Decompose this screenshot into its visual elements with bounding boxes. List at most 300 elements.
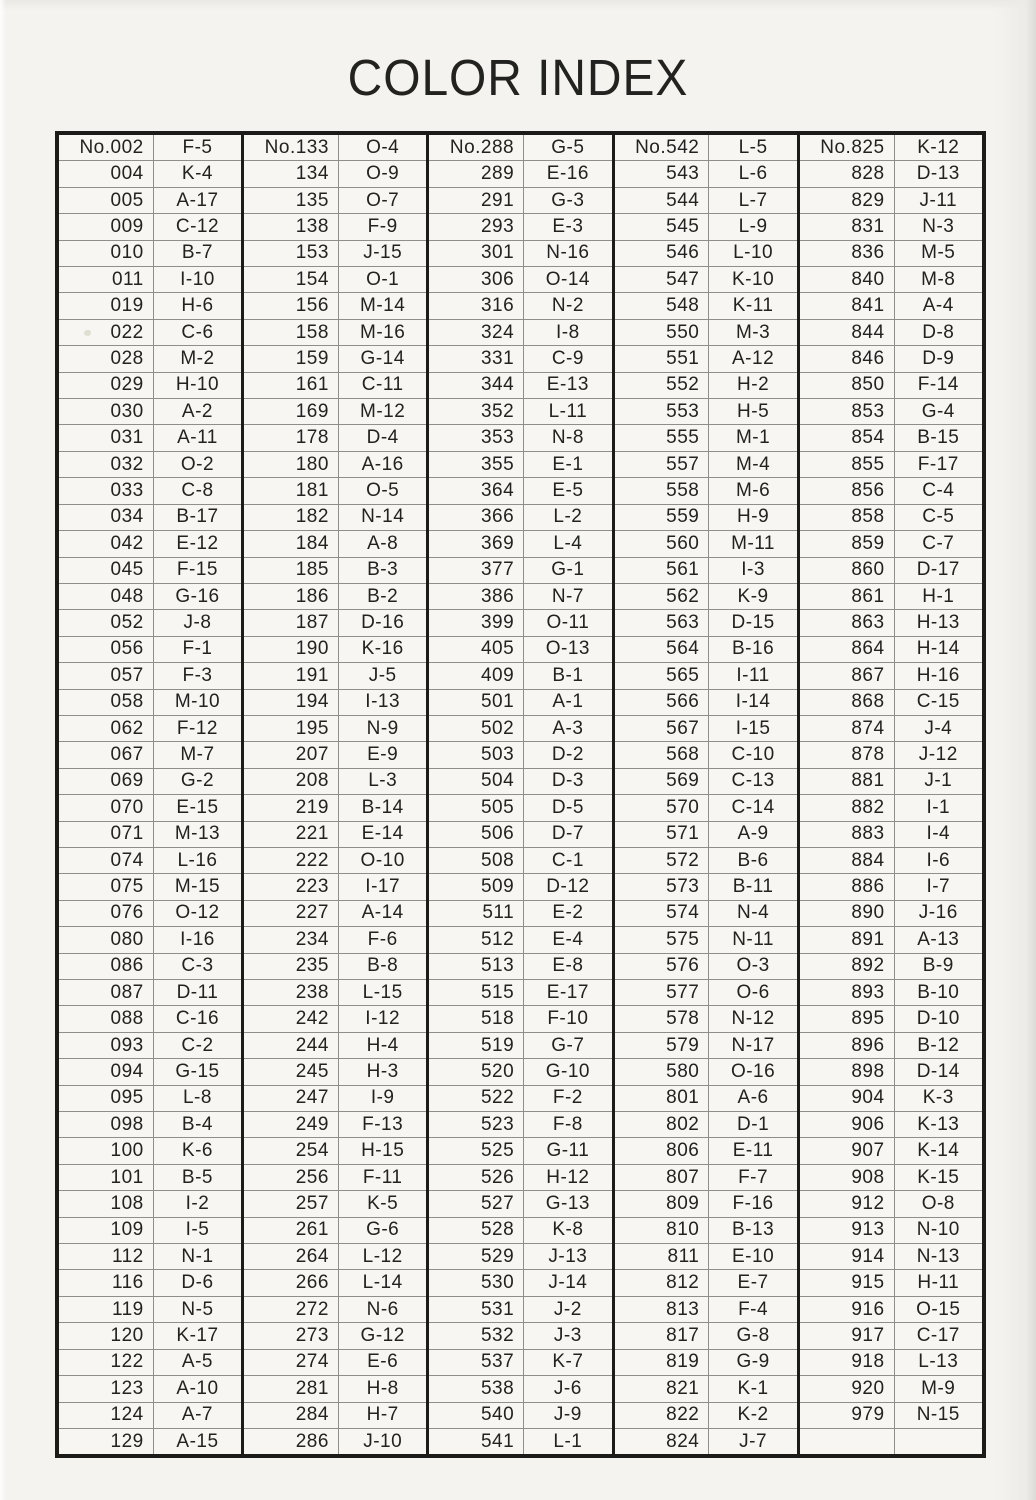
table-row xyxy=(244,1244,426,1270)
grid-code-cell: H-12 xyxy=(546,1166,590,1188)
color-number-cell: 042 xyxy=(59,531,154,556)
grid-code-cell: G-13 xyxy=(545,1192,590,1214)
grid-code-cell: M-13 xyxy=(174,823,221,845)
grid-code-cell: F-8 xyxy=(552,1113,583,1135)
color-number-cell: 572 xyxy=(615,848,710,873)
color-number-cell: 005 xyxy=(59,188,154,213)
grid-code-cell: B-6 xyxy=(737,849,769,871)
color-number-cell: 100 xyxy=(59,1138,154,1163)
table-row xyxy=(429,742,611,768)
color-number-cell: 564 xyxy=(615,637,710,662)
color-number-cell: 553 xyxy=(615,399,710,424)
table-row xyxy=(59,214,241,240)
grid-code-cell: E-9 xyxy=(367,744,399,766)
table-row xyxy=(800,1403,982,1429)
grid-code-cell: I-14 xyxy=(735,691,771,713)
table-row xyxy=(59,795,241,821)
grid-code-cell: M-2 xyxy=(180,347,215,369)
grid-code-cell: O-15 xyxy=(916,1298,961,1320)
table-row xyxy=(244,1086,426,1112)
color-number-cell: 086 xyxy=(59,954,154,979)
table-row xyxy=(59,1429,241,1454)
table-row xyxy=(244,1218,426,1244)
grid-code-cell: N-2 xyxy=(551,295,584,317)
color-number-cell: 274 xyxy=(244,1350,339,1375)
color-number-cell: 511 xyxy=(429,901,524,926)
grid-code-cell: L-1 xyxy=(553,1430,583,1452)
grid-code-cell: L-14 xyxy=(362,1272,403,1294)
grid-code-cell: C-4 xyxy=(922,479,955,501)
table-row xyxy=(244,1350,426,1376)
table-row xyxy=(244,980,426,1006)
grid-code-cell: I-12 xyxy=(365,1008,401,1030)
grid-code-cell: F-5 xyxy=(182,136,213,158)
color-number-cell: 914 xyxy=(800,1244,895,1269)
table-row xyxy=(244,1429,426,1454)
table-column-5 xyxy=(800,135,982,1454)
grid-code-cell: M-7 xyxy=(180,744,215,766)
table-row xyxy=(59,1112,241,1138)
table-row xyxy=(59,1006,241,1032)
grid-code-cell: K-14 xyxy=(917,1140,960,1162)
table-row xyxy=(429,874,611,900)
table-row xyxy=(800,927,982,953)
table-row xyxy=(615,1218,797,1244)
color-number-cell: 187 xyxy=(244,610,339,635)
table-row xyxy=(429,1323,611,1349)
grid-code-cell: L-4 xyxy=(553,532,583,554)
color-number-cell: No.825 xyxy=(800,135,895,160)
grid-code-cell: G-2 xyxy=(180,770,215,792)
grid-code-cell: L-2 xyxy=(553,506,583,528)
color-number-cell: 560 xyxy=(615,531,710,556)
table-row xyxy=(244,1191,426,1217)
grid-code-cell: G-12 xyxy=(360,1324,405,1346)
grid-code-cell: O-3 xyxy=(736,955,770,977)
grid-code-cell: H-9 xyxy=(737,506,770,528)
table-row xyxy=(429,161,611,187)
color-number-cell: 004 xyxy=(59,161,154,186)
color-number-cell: 543 xyxy=(615,161,710,186)
grid-code-cell: A-4 xyxy=(922,295,954,317)
color-number-cell: 377 xyxy=(429,558,524,583)
grid-code-cell: O-16 xyxy=(730,1060,776,1082)
grid-code-cell: H-6 xyxy=(181,295,214,317)
color-number-cell: 186 xyxy=(244,584,339,609)
table-row xyxy=(244,1403,426,1429)
color-number-cell: 551 xyxy=(615,346,710,371)
grid-code-cell: M-15 xyxy=(174,876,221,898)
color-number-cell: 570 xyxy=(615,795,710,820)
grid-code-cell: E-7 xyxy=(737,1272,769,1294)
table-row xyxy=(244,214,426,240)
grid-code-cell: E-14 xyxy=(361,823,404,845)
table-row xyxy=(429,1376,611,1402)
grid-code-cell: J-3 xyxy=(553,1324,582,1346)
table-row xyxy=(615,716,797,742)
color-number-cell: 527 xyxy=(429,1191,524,1216)
grid-code-cell: D-8 xyxy=(922,321,955,343)
color-number-cell: 824 xyxy=(615,1429,710,1454)
color-number-cell: 863 xyxy=(800,610,895,635)
grid-code-cell: H-16 xyxy=(916,664,960,686)
table-row xyxy=(800,531,982,557)
grid-code-cell: C-15 xyxy=(916,691,960,713)
color-number-cell: 355 xyxy=(429,452,524,477)
table-row xyxy=(615,1138,797,1164)
grid-code-cell: N-3 xyxy=(922,215,955,237)
grid-code-cell: D-1 xyxy=(737,1113,770,1135)
color-number-cell: 917 xyxy=(800,1323,895,1348)
grid-code-cell: B-17 xyxy=(176,506,219,528)
grid-code-cell: E-17 xyxy=(546,981,589,1003)
table-row xyxy=(615,558,797,584)
color-number-cell: 116 xyxy=(59,1270,154,1295)
table-row xyxy=(244,1297,426,1323)
grid-code-cell: C-10 xyxy=(731,744,775,766)
color-number-cell: 580 xyxy=(615,1059,710,1084)
grid-code-cell: O-9 xyxy=(366,163,400,185)
color-number-cell: 135 xyxy=(244,188,339,213)
grid-code-cell: G-1 xyxy=(551,559,585,581)
color-number-cell: 057 xyxy=(59,663,154,688)
table-row xyxy=(244,610,426,636)
grid-code-cell: N-16 xyxy=(546,242,590,264)
grid-code-cell: B-11 xyxy=(732,876,774,898)
grid-code-cell: N-9 xyxy=(366,717,399,739)
table-row xyxy=(615,346,797,372)
table-row xyxy=(615,505,797,531)
grid-code-cell: F-11 xyxy=(362,1166,403,1188)
grid-code-cell: I-5 xyxy=(185,1219,210,1241)
table-row xyxy=(429,531,611,557)
table-row xyxy=(429,241,611,267)
table-row xyxy=(615,1033,797,1059)
table-row xyxy=(429,135,611,161)
grid-code-cell: K-12 xyxy=(917,136,960,158)
grid-code-cell: O-12 xyxy=(175,902,220,924)
grid-code-cell: L-15 xyxy=(362,981,403,1003)
table-row xyxy=(59,1086,241,1112)
color-number-cell: 195 xyxy=(244,716,339,741)
color-number-cell: 552 xyxy=(615,373,710,398)
table-row xyxy=(800,742,982,768)
color-number-cell: 906 xyxy=(800,1112,895,1137)
color-number-cell: 029 xyxy=(59,373,154,398)
color-number-cell: 386 xyxy=(429,584,524,609)
grid-code-cell: F-14 xyxy=(917,374,959,396)
color-number-cell: 550 xyxy=(615,320,710,345)
grid-code-cell: D-2 xyxy=(551,744,584,766)
grid-code-cell: C-2 xyxy=(181,1034,214,1056)
grid-code-cell: B-3 xyxy=(367,559,399,581)
grid-code-cell: A-6 xyxy=(737,1087,769,1109)
grid-code-cell: G-6 xyxy=(366,1219,400,1241)
table-row xyxy=(615,637,797,663)
table-row xyxy=(800,1429,982,1454)
grid-code-cell: N-6 xyxy=(366,1298,399,1320)
table-row xyxy=(244,822,426,848)
color-number-cell: 223 xyxy=(244,874,339,899)
color-number-cell: 541 xyxy=(429,1429,524,1454)
table-row xyxy=(615,1112,797,1138)
color-number-cell: 571 xyxy=(615,822,710,847)
table-row xyxy=(59,452,241,478)
table-row xyxy=(800,161,982,187)
table-row xyxy=(244,769,426,795)
color-number-cell: 574 xyxy=(615,901,710,926)
grid-code-cell: O-6 xyxy=(736,981,770,1003)
grid-code-cell: F-16 xyxy=(732,1192,774,1214)
color-number-cell: 069 xyxy=(59,769,154,794)
table-row xyxy=(615,399,797,425)
color-number-cell: 918 xyxy=(800,1350,895,1375)
table-row xyxy=(244,373,426,399)
table-row xyxy=(615,188,797,214)
color-number-cell: 915 xyxy=(800,1270,895,1295)
table-row xyxy=(244,188,426,214)
grid-code-cell: C-17 xyxy=(916,1324,960,1346)
table-row xyxy=(59,135,241,161)
table-row xyxy=(429,267,611,293)
color-number-cell: 525 xyxy=(429,1138,524,1163)
table-row xyxy=(800,610,982,636)
color-number-cell: 301 xyxy=(429,241,524,266)
color-number-cell: 272 xyxy=(244,1297,339,1322)
color-number-cell: 501 xyxy=(429,690,524,715)
grid-code-cell: A-9 xyxy=(737,823,769,845)
grid-code-cell: K-17 xyxy=(176,1324,219,1346)
table-row xyxy=(244,320,426,346)
grid-code-cell: B-16 xyxy=(732,638,775,660)
grid-code-cell: D-3 xyxy=(551,770,584,792)
color-number-cell: 138 xyxy=(244,214,339,239)
grid-code-cell: F-6 xyxy=(367,928,398,950)
table-row xyxy=(615,610,797,636)
table-row xyxy=(244,927,426,953)
color-number-cell: 045 xyxy=(59,558,154,583)
table-row xyxy=(615,795,797,821)
grid-code-cell: G-15 xyxy=(175,1060,220,1082)
color-number-cell: 154 xyxy=(244,267,339,292)
grid-code-cell: D-13 xyxy=(916,163,960,185)
color-number-cell: 207 xyxy=(244,742,339,767)
grid-code-cell: F-9 xyxy=(367,215,398,237)
grid-code-cell: C-9 xyxy=(551,347,584,369)
table-row xyxy=(429,1191,611,1217)
table-column-4 xyxy=(615,135,800,1454)
table-row xyxy=(429,452,611,478)
grid-code-cell: J-15 xyxy=(363,242,403,264)
table-row xyxy=(59,1350,241,1376)
color-number-cell: 892 xyxy=(800,954,895,979)
color-number-cell: 566 xyxy=(615,690,710,715)
table-row xyxy=(615,478,797,504)
grid-code-cell: N-17 xyxy=(731,1034,775,1056)
color-number-cell: 134 xyxy=(244,161,339,186)
table-row xyxy=(429,822,611,848)
color-number-cell: 124 xyxy=(59,1403,154,1428)
table-row xyxy=(59,1270,241,1296)
grid-code-cell: G-10 xyxy=(545,1060,590,1082)
grid-code-cell: D-6 xyxy=(181,1272,214,1294)
color-number-cell: 907 xyxy=(800,1138,895,1163)
grid-code-cell: J-12 xyxy=(918,744,958,766)
table-row xyxy=(800,716,982,742)
color-number-cell: 075 xyxy=(59,874,154,899)
table-row xyxy=(615,1006,797,1032)
grid-code-cell: L-10 xyxy=(733,242,774,264)
table-row xyxy=(615,1376,797,1402)
color-number-cell: 568 xyxy=(615,742,710,767)
table-row xyxy=(800,1350,982,1376)
grid-code-cell: A-12 xyxy=(732,347,775,369)
color-number-cell: 242 xyxy=(244,1006,339,1031)
table-row xyxy=(59,769,241,795)
color-number-cell: 180 xyxy=(244,452,339,477)
grid-code-cell: I-4 xyxy=(926,823,951,845)
grid-code-cell: B-10 xyxy=(917,981,960,1003)
table-row xyxy=(244,848,426,874)
grid-code-cell: C-6 xyxy=(181,321,214,343)
table-row xyxy=(800,1112,982,1138)
grid-code-cell: H-14 xyxy=(916,638,960,660)
grid-code-cell: M-12 xyxy=(360,400,406,422)
color-number-cell: 895 xyxy=(800,1006,895,1031)
grid-code-cell: O-2 xyxy=(180,453,215,475)
grid-code-cell: I-3 xyxy=(741,559,765,581)
grid-code-cell: O-1 xyxy=(366,268,400,290)
table-row xyxy=(800,1086,982,1112)
color-number-cell: 190 xyxy=(244,637,339,662)
table-row xyxy=(244,135,426,161)
grid-code-cell: E-4 xyxy=(552,928,584,950)
grid-code-cell: J-8 xyxy=(183,612,212,634)
table-row xyxy=(59,1033,241,1059)
table-row xyxy=(429,1403,611,1429)
color-number-cell: 182 xyxy=(244,505,339,530)
color-number-cell: 344 xyxy=(429,373,524,398)
grid-code-cell: C-14 xyxy=(731,796,775,818)
color-number-cell: 159 xyxy=(244,346,339,371)
table-row xyxy=(429,188,611,214)
color-number-cell: 890 xyxy=(800,901,895,926)
table-row xyxy=(59,293,241,319)
grid-code-cell: N-1 xyxy=(181,1245,214,1267)
grid-code-cell: J-6 xyxy=(553,1377,582,1399)
color-number-cell: 030 xyxy=(59,399,154,424)
grid-code-cell: C-3 xyxy=(181,955,214,977)
table-row xyxy=(800,1376,982,1402)
table-row xyxy=(800,637,982,663)
grid-code-cell: N-11 xyxy=(732,928,774,950)
color-number-cell: 801 xyxy=(615,1086,710,1111)
color-number-cell: 811 xyxy=(615,1244,710,1269)
color-number-cell: 080 xyxy=(59,927,154,952)
table-row xyxy=(59,663,241,689)
grid-code-cell: G-11 xyxy=(546,1140,590,1162)
table-row xyxy=(429,769,611,795)
grid-code-cell: A-7 xyxy=(181,1404,213,1426)
table-row xyxy=(429,1270,611,1296)
table-row xyxy=(615,267,797,293)
table-row xyxy=(59,980,241,1006)
table-row xyxy=(615,980,797,1006)
color-number-cell: 011 xyxy=(59,267,154,292)
table-row xyxy=(244,293,426,319)
grid-code-cell: L-6 xyxy=(738,163,768,185)
grid-code-cell: E-5 xyxy=(552,479,584,501)
color-number-cell: 836 xyxy=(800,241,895,266)
table-row xyxy=(800,505,982,531)
grid-code-cell: A-15 xyxy=(176,1430,219,1452)
grid-code-cell: J-7 xyxy=(739,1430,768,1452)
table-row xyxy=(800,452,982,478)
table-row xyxy=(615,822,797,848)
color-number-cell: 559 xyxy=(615,505,710,530)
color-number-cell: 531 xyxy=(429,1297,524,1322)
grid-code-cell: K-5 xyxy=(367,1192,399,1214)
grid-code-cell: B-5 xyxy=(181,1166,213,1188)
table-row xyxy=(59,241,241,267)
grid-code-cell: I-13 xyxy=(365,691,401,713)
color-number-cell: 575 xyxy=(615,927,710,952)
grid-code-cell: H-13 xyxy=(916,612,960,634)
grid-code-cell: O-11 xyxy=(546,612,590,634)
table-row xyxy=(59,954,241,980)
color-number-cell: 034 xyxy=(59,505,154,530)
grid-code-cell: E-11 xyxy=(732,1140,774,1162)
table-row xyxy=(800,690,982,716)
grid-code-cell: J-14 xyxy=(548,1272,588,1294)
color-number-cell: 033 xyxy=(59,478,154,503)
color-number-cell: 555 xyxy=(615,425,710,450)
grid-code-cell: M-3 xyxy=(735,321,771,343)
table-row xyxy=(429,690,611,716)
grid-code-cell: I-8 xyxy=(556,321,580,343)
color-number-cell: 853 xyxy=(800,399,895,424)
grid-code-cell: I-16 xyxy=(180,928,215,950)
table-row xyxy=(615,161,797,187)
grid-code-cell: I-1 xyxy=(926,796,951,818)
color-number-cell: 405 xyxy=(429,637,524,662)
grid-code-cell: D-14 xyxy=(916,1060,960,1082)
table-row xyxy=(59,637,241,663)
color-number-cell: 512 xyxy=(429,927,524,952)
color-number-cell: 544 xyxy=(615,188,710,213)
color-number-cell: 074 xyxy=(59,848,154,873)
color-number-cell: 156 xyxy=(244,293,339,318)
color-number-cell: 098 xyxy=(59,1112,154,1137)
table-row xyxy=(59,1218,241,1244)
grid-code-cell: F-7 xyxy=(738,1166,769,1188)
table-row xyxy=(244,346,426,372)
table-row xyxy=(244,267,426,293)
color-number-cell: 558 xyxy=(615,478,710,503)
color-number-cell: 518 xyxy=(429,1006,524,1031)
grid-code-cell: A-17 xyxy=(176,189,219,211)
color-number-cell: 810 xyxy=(615,1218,710,1243)
table-row xyxy=(615,1297,797,1323)
table-row xyxy=(615,874,797,900)
table-row xyxy=(244,452,426,478)
color-number-cell: 364 xyxy=(429,478,524,503)
table-row xyxy=(615,1403,797,1429)
color-number-cell: 859 xyxy=(800,531,895,556)
table-row xyxy=(59,1323,241,1349)
color-number-cell: 238 xyxy=(244,980,339,1005)
color-number-cell: 056 xyxy=(59,637,154,662)
